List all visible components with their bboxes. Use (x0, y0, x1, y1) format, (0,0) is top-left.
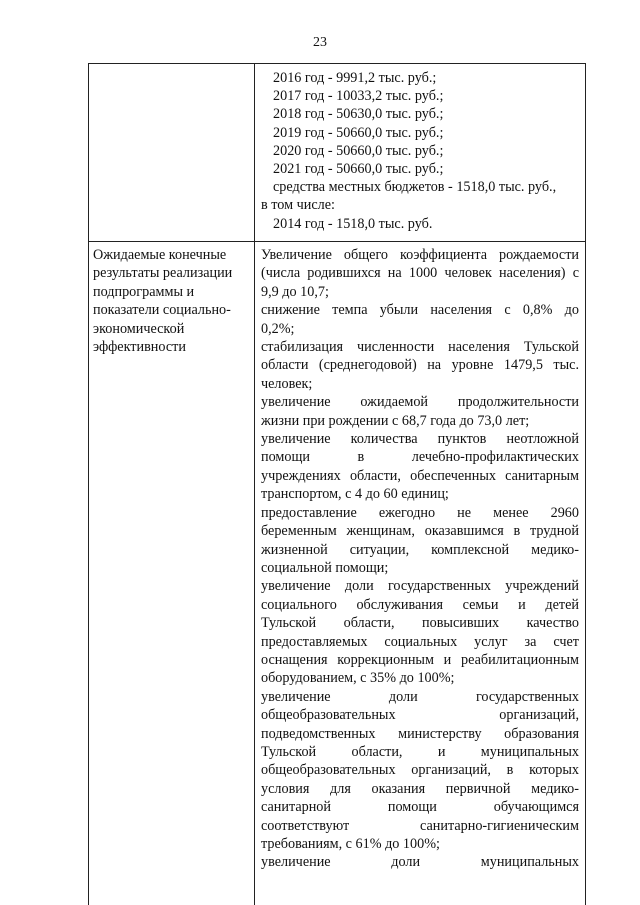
result-line: подведомственных министерству образования (261, 725, 579, 742)
result-line: жизни при рождении с 68,7 года до 73,0 лет; (261, 412, 530, 429)
result-line: (числа родившихся на 1000 человек населения) с (261, 265, 579, 282)
result-line: области (среднегодовой) на уровне 1479,5 тыс. (261, 357, 579, 374)
result-line: жизненной ситуации, комплексной медико- (261, 541, 579, 558)
result-line: помощи в лечебно-профилактических (261, 449, 579, 466)
row-label-line: экономической (93, 320, 185, 337)
result-line: увеличение доли государственных (261, 688, 579, 705)
result-line: условия для оказания первичной медико- (261, 780, 579, 797)
row-label-line: результаты реализации (93, 265, 233, 282)
funding-cell (261, 69, 579, 233)
result-line: увеличение доли государственных учреждений (261, 578, 579, 595)
result-line: 0,2%; (261, 320, 295, 337)
result-line: Тульской области, и муниципальных (261, 743, 579, 760)
funding-line: средства местных бюджетов - 1518,0 тыс. руб., (273, 179, 557, 196)
funding-line: 2021 год - 50660,0 тыс. руб.; (273, 161, 444, 178)
funding-line: 2019 год - 50660,0 тыс. руб.; (273, 124, 444, 141)
row-label-cell (93, 246, 249, 356)
result-line: социальной помощи; (261, 559, 389, 576)
result-line: увеличение доли муниципальных (261, 854, 579, 871)
result-line: учреждениях области, обеспеченных санитарным (261, 467, 579, 484)
funding-line: 2014 год - 1518,0 тыс. руб. (273, 215, 433, 232)
result-line: стабилизация численности населения Тульской (261, 339, 579, 356)
program-table (88, 63, 586, 905)
funding-line: 2018 год - 50630,0 тыс. руб.; (273, 106, 444, 123)
result-line: 9,9 до 10,7; (261, 283, 329, 300)
result-line: общеобразовательных организаций, в которых (261, 762, 579, 779)
result-line: увеличение количества пунктов неотложной (261, 431, 579, 448)
result-line: предоставление ежегодно не менее 2960 (261, 504, 579, 521)
result-line: санитарной помощи обучающимся (261, 799, 579, 816)
result-line: требованиям, с 61% до 100%; (261, 836, 440, 852)
result-line: социального обслуживания семьи и детей (261, 596, 579, 613)
page-number: 23 (313, 35, 327, 50)
funding-line: 2020 год - 50660,0 тыс. руб.; (273, 142, 444, 159)
expected-results-cell (261, 246, 579, 872)
result-line: снижение темпа убыли населения с 0,8% до (261, 302, 579, 319)
result-line: оснащения коррекционным и реабилитационным (261, 651, 579, 668)
result-line: соответствуют санитарно-гигиеническим (261, 817, 579, 834)
row-label-line: подпрограммы и (93, 283, 195, 300)
result-line: увеличение ожидаемой продолжительности (261, 394, 579, 411)
funding-line: 2016 год - 9991,2 тыс. руб.; (273, 70, 437, 86)
row-label-line: Ожидаемые конечные (93, 247, 227, 263)
table-top-border (89, 63, 585, 64)
result-line: Тульской области, повысивших качество (261, 615, 579, 632)
result-line: предоставляемых социальных услуг за счет (261, 633, 579, 650)
result-line: общеобразовательных организаций, (261, 707, 579, 724)
row-divider (89, 241, 585, 242)
result-line: человек; (261, 375, 313, 392)
row-label-line: эффективности (93, 339, 186, 356)
result-line: транспортом, с 4 до 60 единиц; (261, 486, 449, 503)
result-line: Увеличение общего коэффициента рождаемости (261, 247, 579, 263)
funding-line: 2017 год - 10033,2 тыс. руб.; (273, 88, 444, 105)
funding-line: в том числе: (261, 197, 335, 214)
row-label-line: показатели социально- (93, 302, 231, 319)
result-line: оборудованием, с 35% до 100%; (261, 670, 455, 687)
result-line: беременным женщинам, оказавшимся в трудной (261, 523, 579, 540)
column-divider (254, 63, 255, 905)
